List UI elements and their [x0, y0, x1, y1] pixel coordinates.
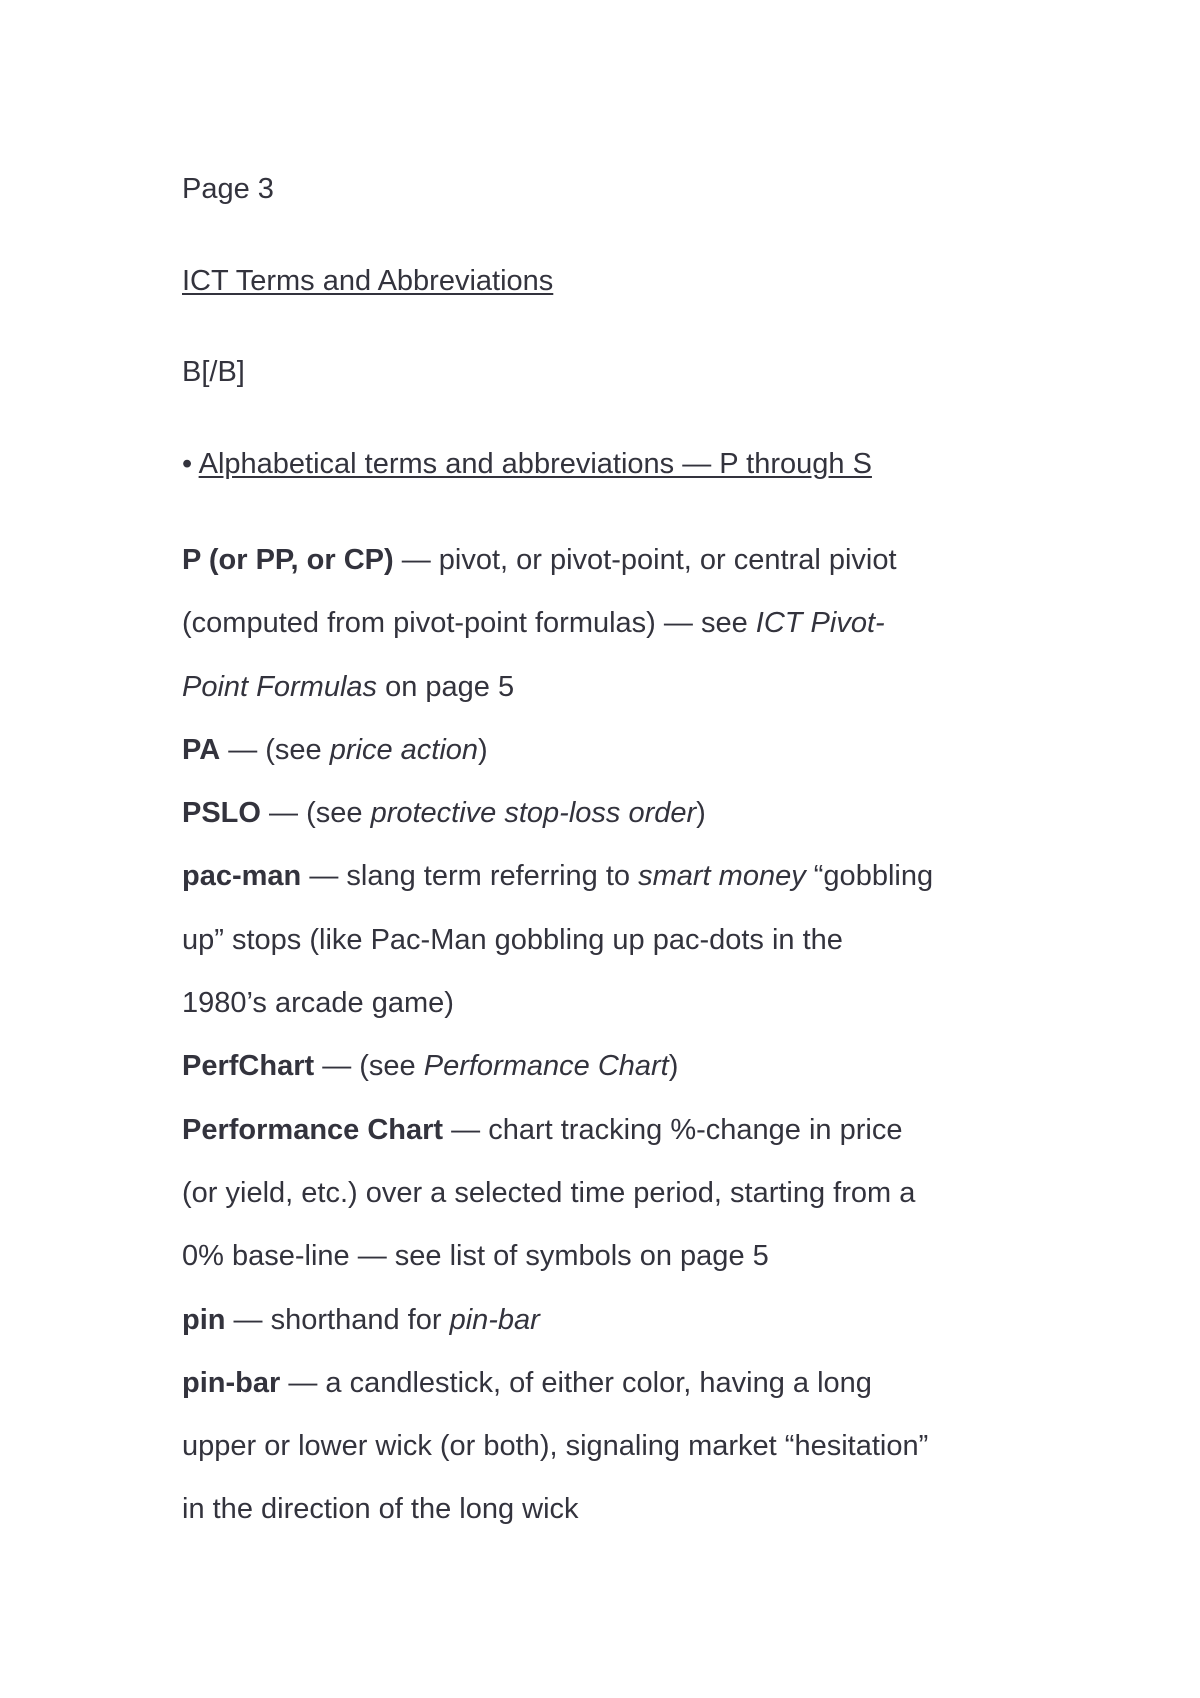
- entry-reference: pin-bar: [449, 1303, 540, 1336]
- entry-text: ): [696, 797, 706, 830]
- section-heading: [182, 447, 1042, 481]
- entry-reference: Performance Chart: [423, 1050, 669, 1083]
- entry-text: — (see: [260, 797, 371, 830]
- entry-term: PA: [182, 733, 221, 766]
- entry-text: — pivot, or pivot-point, or central piviot: [393, 544, 897, 576]
- entry-line: [182, 592, 1042, 655]
- entry-term: PSLO: [182, 797, 261, 830]
- page-content: [182, 172, 1042, 1542]
- entry-reference: ICT Pivot-: [755, 607, 885, 640]
- glossary-entry-p: [182, 529, 1042, 719]
- entry-reference: price action: [329, 733, 479, 766]
- entry-line: 0% base-line — see list of symbols on page 5: [182, 1240, 769, 1273]
- entry-line: [182, 529, 1042, 592]
- entry-text: — slang term referring to: [301, 860, 639, 893]
- entry-line: in the direction of the long wick: [182, 1493, 579, 1526]
- entry-text: — shorthand for: [225, 1303, 450, 1336]
- entry-term: pin-bar: [182, 1366, 281, 1399]
- entry-term: PerfChart: [182, 1050, 315, 1083]
- entry-term: Performance Chart: [182, 1113, 444, 1146]
- glossary-list: [182, 529, 1042, 1542]
- entry-line: 1980’s arcade game): [182, 987, 454, 1020]
- document-title: ICT Terms and Abbreviations: [182, 265, 554, 297]
- entry-text: (computed from pivot-point formulas) — see: [182, 607, 756, 640]
- entry-text: — (see: [314, 1050, 424, 1083]
- entry-reference: protective stop-loss order: [370, 797, 697, 830]
- entry-reference: smart money: [638, 860, 806, 893]
- entry-term: pac-man: [182, 860, 302, 893]
- entry-text: — chart tracking %-change in price: [443, 1113, 903, 1146]
- glossary-entry-performance-chart: [182, 1099, 1042, 1289]
- glossary-entry-pslo: [182, 782, 1042, 845]
- entry-line: [182, 1035, 1042, 1098]
- entry-line: [182, 1289, 1042, 1352]
- glossary-entry-pa: [182, 719, 1042, 782]
- section-heading-link[interactable]: Alphabetical terms and abbreviations — P through S: [198, 448, 872, 480]
- entry-text: ): [478, 733, 488, 766]
- bb-marker: B[/B]: [182, 356, 245, 388]
- entry-line: (or yield, etc.) over a selected time period, starting from a: [182, 1176, 916, 1209]
- entry-term: pin: [182, 1303, 226, 1336]
- entry-line: [182, 845, 1042, 908]
- entry-text: on page 5: [377, 670, 515, 703]
- glossary-entry-pin-bar: [182, 1352, 1042, 1542]
- entry-text: “gobbling: [805, 860, 934, 893]
- entry-line: [182, 782, 1042, 845]
- entry-term: P (or PP, or CP): [182, 544, 394, 576]
- glossary-entry-pin: [182, 1289, 1042, 1352]
- glossary-entry-pac-man: [182, 845, 1042, 1035]
- bullet: •: [182, 448, 193, 480]
- entry-text: — a candlestick, of either color, having a long: [280, 1366, 872, 1399]
- entry-line: [182, 1352, 1042, 1415]
- entry-text: — (see: [220, 733, 330, 766]
- glossary-entry-perfchart: [182, 1035, 1042, 1098]
- entry-reference: Point Formulas: [182, 670, 378, 703]
- entry-line: [182, 1099, 1042, 1162]
- page-number: Page 3: [182, 173, 274, 205]
- entry-line: [182, 719, 1042, 782]
- entry-line: upper or lower wick (or both), signaling market “hesitation”: [182, 1430, 929, 1463]
- entry-line: [182, 656, 1042, 719]
- entry-line: up” stops (like Pac-Man gobbling up pac-dots in the: [182, 923, 843, 956]
- entry-text: ): [668, 1050, 679, 1083]
